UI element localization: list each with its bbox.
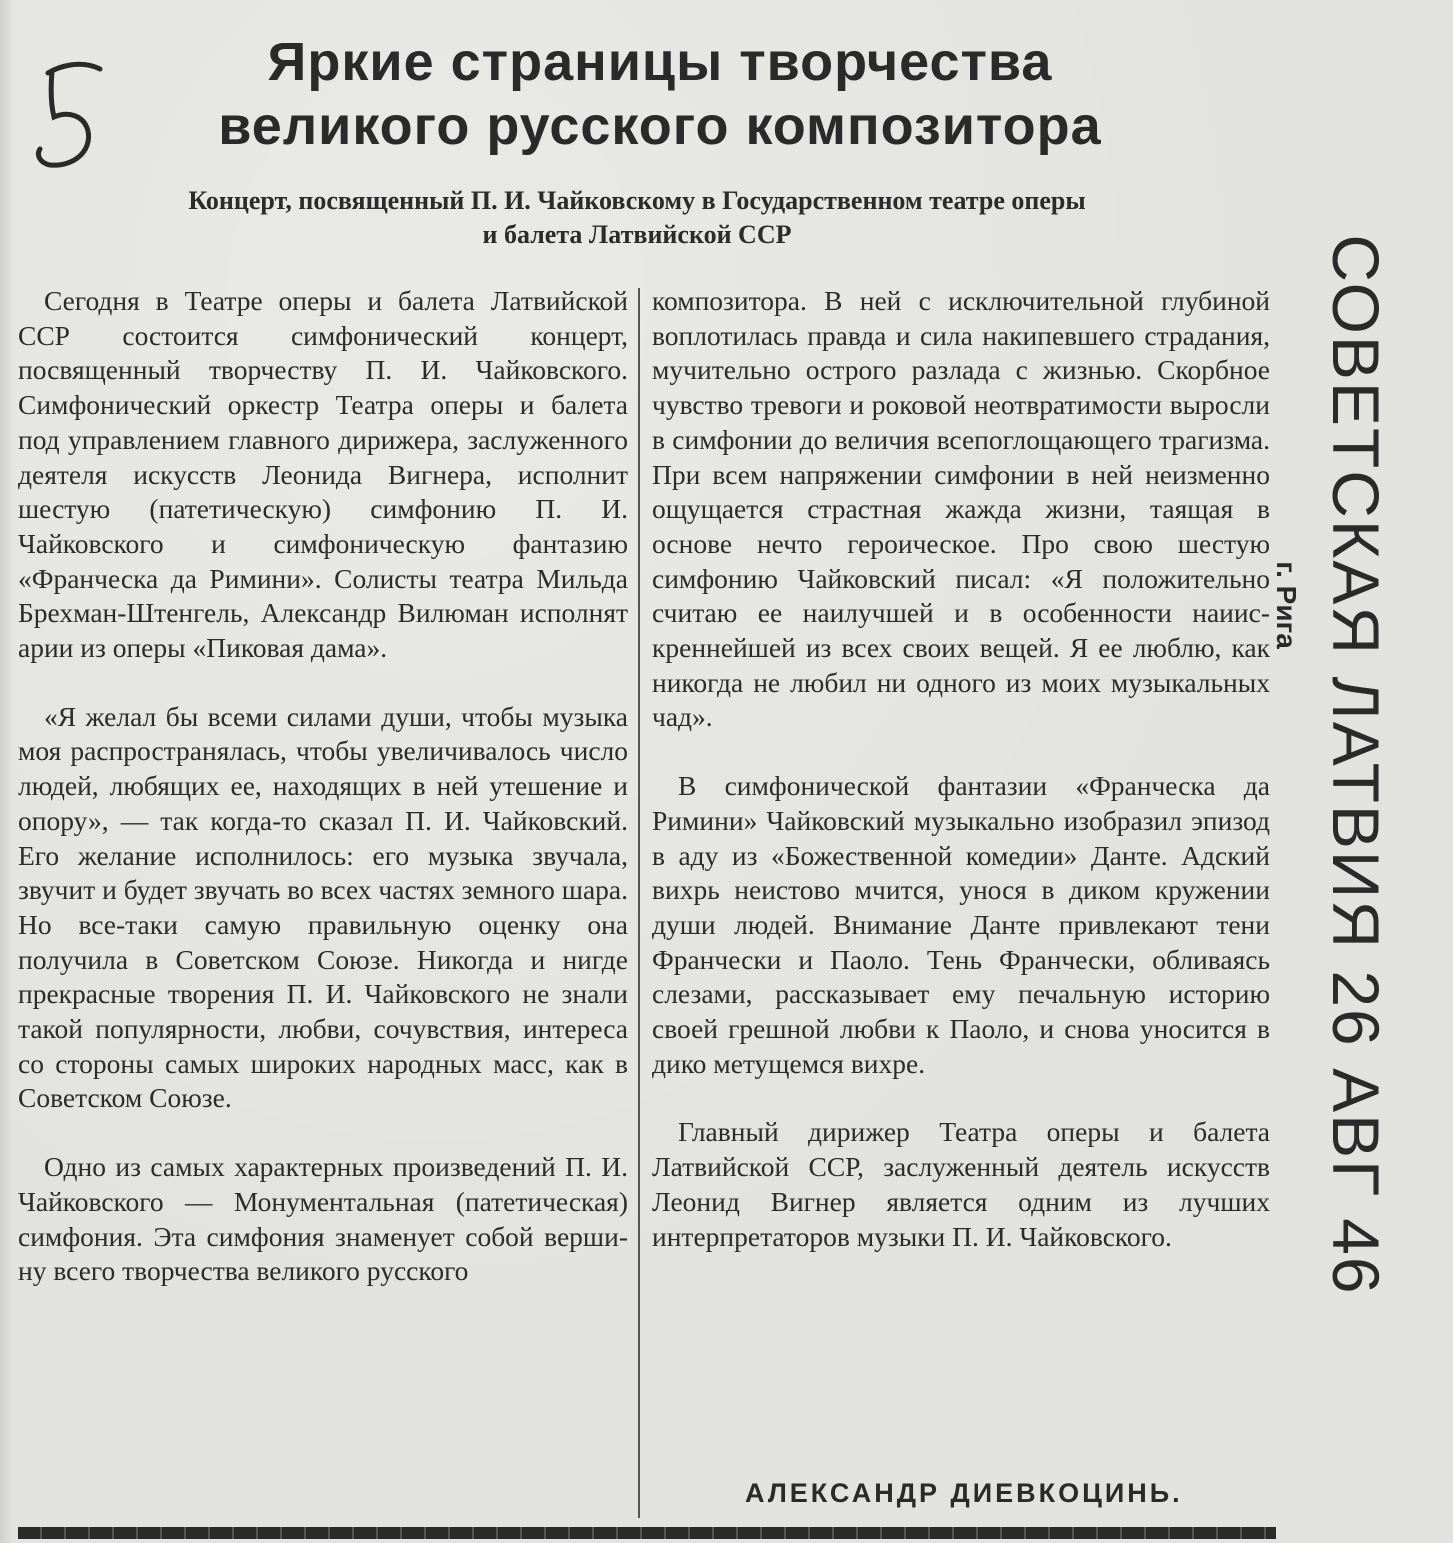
article-subheadline <box>12 184 1262 252</box>
newspaper-date-stamp: СОВЕТСКАЯ ЛАТВИЯ 26 АВГ 46 <box>1319 234 1393 1296</box>
subheadline-line-1: Концерт, посвященный П. И. Чайковскому в Государственном театре оперы <box>188 186 1086 215</box>
paragraph: Главный дирижер Театра оперы и балета Латвийской ССР, заслуженный деятель искусств Леонид Вигнер является одним из лучших интерпретаторов музыки П. И. Чайковского. <box>652 1116 1270 1252</box>
handwritten-five-mark <box>28 55 128 175</box>
paragraph: Одно из самых характерных произведений П. И. Чайковского — Монументальная (патетическая) симфония. Эта симфония знаменует собой вершину всего творчества великого русского <box>18 1151 628 1287</box>
paper-edge <box>0 0 12 1543</box>
paragraph: В симфонической фантазии «Франческа да Римини» Чайковский музыкально изобразил эпизод в аду из «Божественной комедии» Данте. Адский вихрь неистово мчится, унося в диком кружении души людей. Внимание Данте привлекают тени Франчески и Паоло. Тень Франчески, обливаясь слезами, рассказывает ему печальную историю своей грешной любви к Паоло, и снова уносится в дико метущемся вихре. <box>652 770 1270 1079</box>
city-stamp: г. Рига <box>1271 561 1302 649</box>
author-signature: АЛЕКСАНДР ДИЕВКОЦИНЬ. <box>745 1478 1183 1508</box>
article-column-right <box>652 284 1270 1254</box>
subheadline-line-2: и балета Латвийской ССР <box>482 220 792 249</box>
headline-line-2: великого русского композитора <box>218 96 1102 156</box>
bottom-rule <box>18 1527 1276 1539</box>
article-column-left <box>18 284 628 1289</box>
paragraph: композитора. В ней с исключительной глубиной воплотилась правда и сила накипевшего страдания, мучительно острого разлада с жизнью. Скорбное чувство тревоги и роковой неотвратимости выросли в симфонии до величия всепоглощающего трагизма. При всем напряжении симфонии в ней неизменно ощущается страстная жажда жизни, таящая в основе нечто героическое. Про свою шестую симфонию Чайковский писал: «Я положительно считаю ее наилучшей и в особенности наиискреннейшей из всех своих вещей. Я ее люблю, как никогда не любил ни одного из моих музыкальных чад». <box>652 285 1270 733</box>
paragraph: Сегодня в Театре оперы и балета Латвийской ССР состоится симфонический концерт, посвященный творчеству П. И. Чайковского. Симфонический оркестр Театра оперы и балета под управлением главного дирижера, заслуженного деятеля искусств Леонида Вигнера, исполнит шестую (патетическую) симфонию П. И. Чайковского и симфоническую фантазию «Франческа да Римини». Солисты театра Мильда Брехман-Штенгель, Александр Вилюман исполнят арии из оперы «Пиковая дама». <box>18 285 628 664</box>
paragraph: «Я желал бы всеми силами души, чтобы музыка моя распространялась, чтобы увеличивалось число людей, любящих ее, находящих в ней утешение и опору», — так когда-то сказал П. И. Чайковский. Его желание исполнилось: его музыка звучала, звучит и будет звучать во всех частях земного шара. Но все-таки самую правильную оценку она получила в Советском Союзе. Никогда и нигде прекрасные творения П. И. Чайковского не знали такой популярности, любви, сочувствия, интереса со стороны самых широких народных масс, как в Советском Союзе. <box>18 700 628 1114</box>
article-headline <box>120 30 1200 158</box>
column-divider <box>638 288 640 1518</box>
headline-line-1: Яркие страницы творчества <box>267 32 1053 92</box>
